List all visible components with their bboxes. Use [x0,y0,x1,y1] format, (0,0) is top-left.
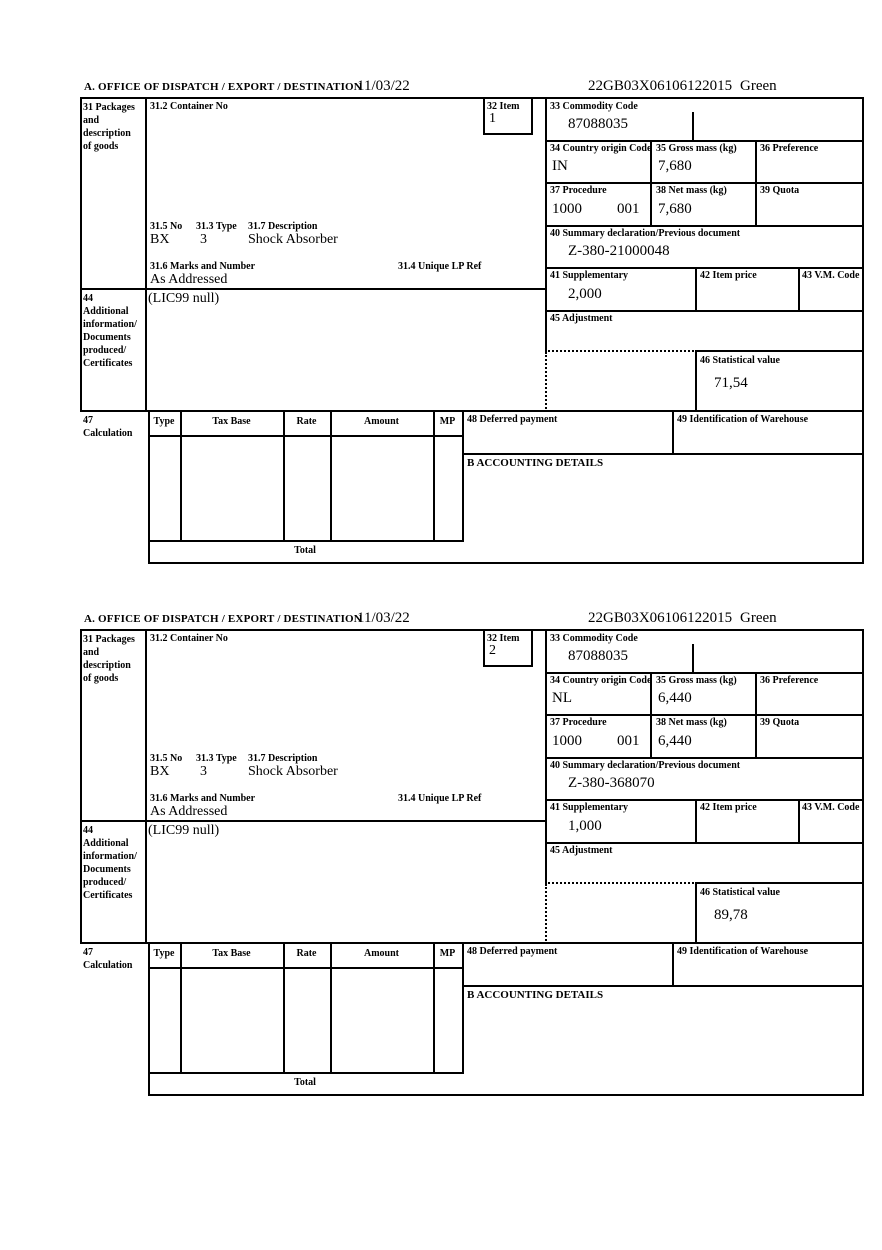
statistical-value-label: 46 Statistical value [700,887,780,898]
previous-document-label: 40 Summary declaration/Previous document [550,228,741,239]
box31-label-line2: and [83,647,100,658]
line [462,985,864,987]
commodity-code-label: 33 Commodity Code [550,101,638,112]
line [695,267,697,312]
box44-label-line5: produced/ [83,877,127,888]
column-header-type: Type [153,416,175,427]
line [80,410,864,412]
item-price-label: 42 Item price [700,802,757,813]
route-indicator: Green [740,610,777,626]
line [433,410,435,542]
box47-label-line1: 47 [83,415,93,426]
quota-label: 39 Quota [760,717,800,728]
line [462,410,464,542]
line [798,267,800,312]
dashed-line [545,882,697,884]
country-origin-value: IN [552,158,568,174]
warehouse-id-label: 49 Identification of Warehouse [677,414,809,425]
line [148,967,464,969]
total-label: Total [294,545,316,556]
box47-label-line2: Calculation [83,428,133,439]
line [483,665,533,667]
line [545,225,864,227]
box31-label-line2: and [83,115,100,126]
description-value: Shock Absorber [248,232,338,247]
box31-label-line4: of goods [83,141,119,152]
box31-label-line4: of goods [83,673,119,684]
box44-label-line2: Additional [83,838,129,849]
entry-number: 22GB03X06106122015 [588,78,733,94]
box44-label-line1: 44 [83,825,93,836]
box44-label-line4: Documents [83,332,131,343]
line [283,942,285,1074]
procedure-label: 37 Procedure [550,717,607,728]
previous-document-value: Z-380-21000048 [568,243,670,259]
line [545,267,864,269]
box44-label-line1: 44 [83,293,93,304]
line [180,942,182,1074]
column-header-amount: Amount [363,948,399,959]
line [545,842,864,844]
declaration-item-section-1 [80,75,864,565]
column-header-taxbase: Tax Base [212,416,251,427]
line [145,629,147,944]
office-of-dispatch-header: A. OFFICE OF DISPATCH / EXPORT / DESTINATION [84,613,362,625]
box31-label-line3: description [83,660,131,671]
box44-label-line5: produced/ [83,345,127,356]
box44-label-line3: information/ [83,319,137,330]
line [695,799,697,844]
item-price-label: 42 Item price [700,270,757,281]
line [80,629,864,631]
line [80,97,82,412]
supplementary-label: 41 Supplementary [550,270,629,281]
line [545,799,864,801]
net-mass-value: 7,680 [658,201,692,217]
line [545,714,864,716]
container-no-label: 31.2 Container No [150,101,228,112]
gross-mass-label: 35 Gross mass (kg) [656,143,737,154]
line [531,629,533,667]
line [862,629,864,1096]
item-number-value: 1 [489,111,496,126]
line [692,112,694,141]
deferred-payment-label: 48 Deferred payment [467,414,558,425]
quota-label: 39 Quota [760,185,800,196]
procedure-value: 1000 [552,201,582,217]
box44-label-line6: Certificates [83,890,133,901]
gross-mass-label: 35 Gross mass (kg) [656,675,737,686]
line [483,629,485,667]
preference-label: 36 Preference [760,143,819,154]
line [283,410,285,542]
line [462,942,464,1074]
line [695,350,864,352]
line [80,97,864,99]
line [483,97,485,135]
line [330,942,332,1074]
line [545,140,864,142]
package-no-value: BX [150,232,170,247]
entry-number: 22GB03X06106122015 [588,610,733,626]
package-no-value: BX [150,764,170,779]
line [80,629,82,944]
box44-label-line4: Documents [83,864,131,875]
unique-lp-ref-label: 31.4 Unique LP Ref [398,793,482,804]
route-indicator: Green [740,78,777,94]
unique-lp-ref-label: 31.4 Unique LP Ref [398,261,482,272]
preference-label: 36 Preference [760,675,819,686]
accounting-details-label: B ACCOUNTING DETAILS [467,989,604,1001]
commodity-code-value: 87088035 [568,648,628,664]
line [672,410,674,455]
line [433,942,435,1074]
marks-value: As Addressed [150,804,228,819]
box44-label-line3: information/ [83,851,137,862]
supplementary-value: 2,000 [568,286,602,302]
statistical-value-label: 46 Statistical value [700,355,780,366]
package-type-value: 3 [200,764,207,779]
description-label: 31.7 Description [248,753,318,764]
line [483,133,533,135]
line [672,942,674,987]
country-origin-label: 34 Country origin Code [550,675,652,686]
marks-label: 31.6 Marks and Number [150,793,256,804]
additional-info-value: (LIC99 null) [148,291,220,306]
date-value: 11/03/22 [357,78,410,94]
commodity-code-label: 33 Commodity Code [550,633,638,644]
line [148,435,464,437]
line [545,672,864,674]
item-number-value: 2 [489,643,496,658]
country-origin-value: NL [552,690,572,706]
total-label: Total [294,1077,316,1088]
date-value: 11/03/22 [357,610,410,626]
line [545,310,864,312]
net-mass-label: 38 Net mass (kg) [656,717,727,728]
line [148,540,464,542]
procedure-suffix-value: 001 [617,733,640,749]
statistical-value: 89,78 [714,907,748,923]
declaration-item-section-2 [80,607,864,1097]
previous-document-value: Z-380-368070 [568,775,655,791]
box47-label-line1: 47 [83,947,93,958]
column-header-mp: MP [439,948,456,959]
line [862,97,864,564]
line [798,799,800,844]
description-label: 31.7 Description [248,221,318,232]
package-type-label: 31.3 Type [196,221,237,232]
supplementary-value: 1,000 [568,818,602,834]
warehouse-id-label: 49 Identification of Warehouse [677,946,809,957]
item-label: 32 Item [487,633,520,644]
column-header-mp: MP [439,416,456,427]
vm-code-label: 43 V.M. Code [802,802,860,813]
additional-info-value: (LIC99 null) [148,823,220,838]
dashed-line [545,352,547,412]
line [80,820,547,822]
line [695,882,697,944]
marks-label: 31.6 Marks and Number [150,261,256,272]
column-header-rate: Rate [296,948,317,959]
box31-label-line1: 31 Packages [83,634,135,645]
line [80,288,547,290]
country-origin-label: 34 Country origin Code [550,143,652,154]
procedure-value: 1000 [552,733,582,749]
item-label: 32 Item [487,101,520,112]
previous-document-label: 40 Summary declaration/Previous document [550,760,741,771]
line [545,757,864,759]
line [148,1094,864,1096]
gross-mass-value: 6,440 [658,690,692,706]
statistical-value: 71,54 [714,375,748,391]
description-value: Shock Absorber [248,764,338,779]
column-header-type: Type [153,948,175,959]
package-type-label: 31.3 Type [196,753,237,764]
line [695,350,697,412]
box31-label-line3: description [83,128,131,139]
adjustment-label: 45 Adjustment [550,845,613,856]
line [692,644,694,673]
box44-label-line2: Additional [83,306,129,317]
line [148,562,864,564]
procedure-label: 37 Procedure [550,185,607,196]
box47-label-line2: Calculation [83,960,133,971]
net-mass-label: 38 Net mass (kg) [656,185,727,196]
line [695,882,864,884]
deferred-payment-label: 48 Deferred payment [467,946,558,957]
line [330,410,332,542]
dashed-line [545,884,547,944]
supplementary-label: 41 Supplementary [550,802,629,813]
box31-label-line1: 31 Packages [83,102,135,113]
marks-value: As Addressed [150,272,228,287]
package-no-label: 31.5 No [150,753,183,764]
package-type-value: 3 [200,232,207,247]
line [180,410,182,542]
column-header-rate: Rate [296,416,317,427]
net-mass-value: 6,440 [658,733,692,749]
gross-mass-value: 7,680 [658,158,692,174]
dashed-line [545,350,697,352]
vm-code-label: 43 V.M. Code [802,270,860,281]
box44-label-line6: Certificates [83,358,133,369]
line [148,1072,464,1074]
line [531,97,533,135]
line [545,182,864,184]
line [145,97,147,412]
procedure-suffix-value: 001 [617,201,640,217]
adjustment-label: 45 Adjustment [550,313,613,324]
line [462,453,864,455]
container-no-label: 31.2 Container No [150,633,228,644]
column-header-amount: Amount [363,416,399,427]
line [80,942,864,944]
commodity-code-value: 87088035 [568,116,628,132]
column-header-taxbase: Tax Base [212,948,251,959]
accounting-details-label: B ACCOUNTING DETAILS [467,457,604,469]
package-no-label: 31.5 No [150,221,183,232]
office-of-dispatch-header: A. OFFICE OF DISPATCH / EXPORT / DESTINATION [84,81,362,93]
